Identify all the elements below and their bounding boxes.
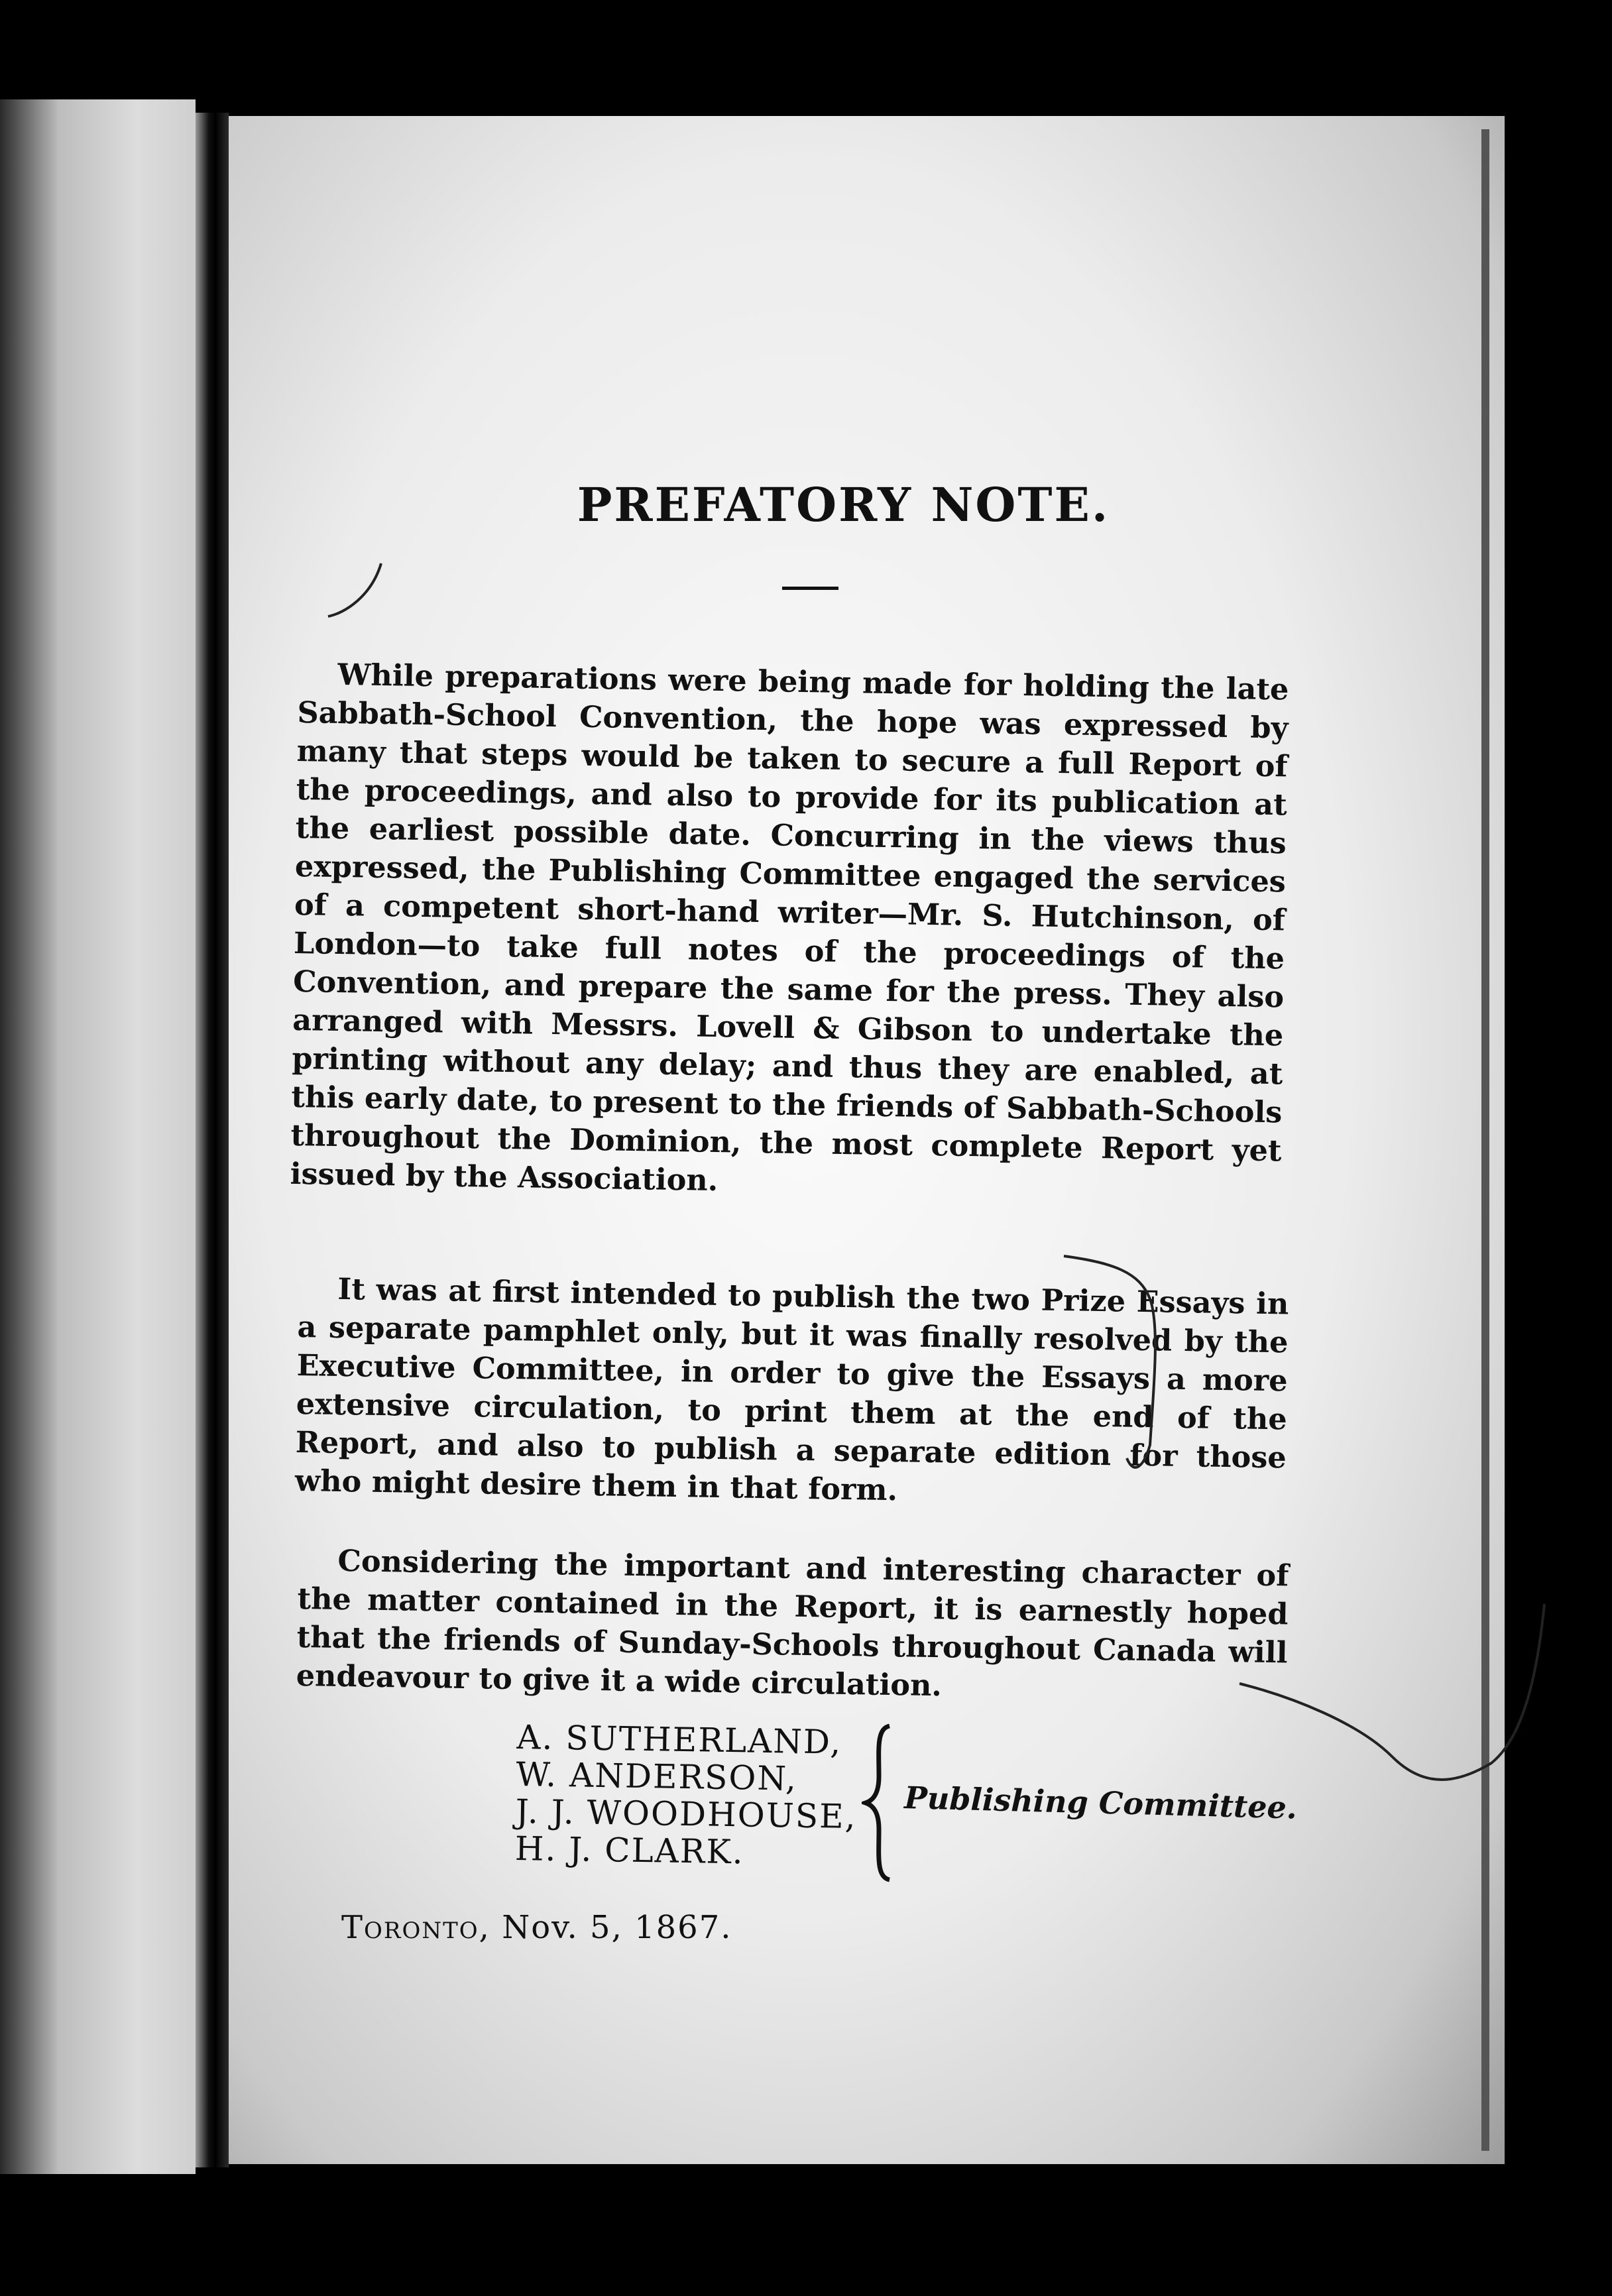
signatory: J. J. WOODHOUSE, [515,1792,857,1837]
paragraph-3: Considering the important and interesting character of the matter contained in the Report, it is earnestly hoped that the friends of Sunday-Schools throughout Canada will endeavour to give it a wide circulation. [296,1543,1289,1703]
curly-brace [862,1723,901,1882]
page-title: PREFATORY NOTE. [577,477,1110,532]
facing-page-edge [0,99,196,2174]
title-rule [782,587,838,590]
page-edge-shadow [1481,129,1489,2151]
dateline-date: Nov. 5, 1867. [502,1909,732,1946]
paragraph-2: It was at first intended to publish the two Prize Essays in a separate pamphlet only, but it was finally resolved by the Executive Committee, in order to give the Essays a more extensive circulation, to print them at the end of the Report, and also to publish a separate edition for those who might desire them in that form. [294,1271,1289,1507]
signatory: W. ANDERSON, [516,1754,798,1798]
paragraph-1: While preparations were being made for holding the late Sabbath-School Convention, the hope was expressed by many that steps would be taken to secure a full Report of the proceedings, and also to provide for its publication at the earliest possible date. Concurring in the views thus expressed, the Publishing Committee engaged the services of a competent short-hand writer—Mr. S. Hutchinson, of London—to take full notes of the proceedings of the Convention, and prepare the same for the press. They also arranged with Messrs. Lovell & Gibson to undertake the printing without any delay; and thus they are enabled, at this early date, to present to the friends of Sabbath-Schools throughout the Dominion, the most complete Report yet issued by the Association. [290,657,1289,1198]
signatory: H. J. CLARK. [514,1829,745,1872]
signatory: A. SUTHERLAND, [516,1718,842,1762]
dateline-place: Toronto, [341,1909,490,1946]
committee-label: Publishing Committee. [903,1780,1298,1826]
book-gutter [196,113,229,2167]
document-page [229,116,1505,2164]
dateline [341,1909,732,1946]
signatory-list [514,1719,858,1872]
